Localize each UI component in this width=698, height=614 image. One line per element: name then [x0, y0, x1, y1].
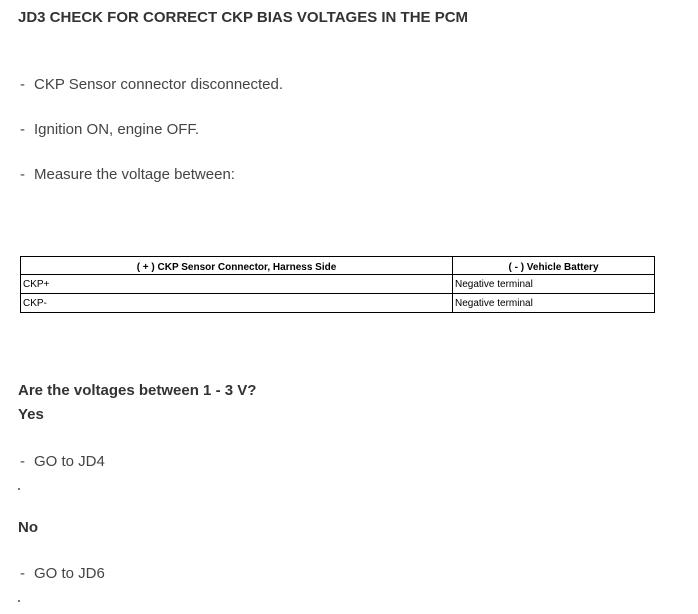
no-label: No: [18, 519, 38, 536]
table-cell: Negative terminal: [453, 294, 655, 313]
table-row: [21, 294, 655, 313]
step-item: [20, 166, 235, 183]
separator-dot: [18, 488, 20, 490]
separator-dot: [18, 600, 20, 602]
table-row: [21, 275, 655, 294]
page-title: JD3 CHECK FOR CORRECT CKP BIAS VOLTAGES IN THE PCM: [18, 9, 469, 26]
measurement-table: [20, 256, 655, 313]
table-cell: Negative terminal: [453, 275, 655, 294]
bullet-dash: -: [20, 76, 25, 93]
step-item: [20, 76, 283, 93]
no-action-text: GO to JD6: [34, 565, 105, 582]
bullet-dash: -: [20, 121, 25, 138]
column-header-negative: ( - ) Vehicle Battery: [453, 257, 655, 275]
bullet-dash: -: [20, 453, 25, 470]
bullet-dash: -: [20, 166, 25, 183]
question-text: Are the voltages between 1 - 3 V?: [18, 382, 257, 399]
column-header-positive: ( + ) CKP Sensor Connector, Harness Side: [21, 257, 453, 275]
table-cell: CKP+: [21, 275, 453, 294]
step-text: Measure the voltage between:: [34, 166, 235, 183]
table-header-row: [21, 257, 655, 275]
bullet-dash: -: [20, 565, 25, 582]
step-item: [20, 121, 199, 138]
yes-action: [20, 453, 105, 470]
table-cell: CKP-: [21, 294, 453, 313]
step-text: CKP Sensor connector disconnected.: [34, 76, 284, 93]
no-action: [20, 565, 105, 582]
yes-label: Yes: [18, 406, 44, 423]
yes-action-text: GO to JD4: [34, 453, 105, 470]
step-text: Ignition ON, engine OFF.: [34, 121, 200, 138]
